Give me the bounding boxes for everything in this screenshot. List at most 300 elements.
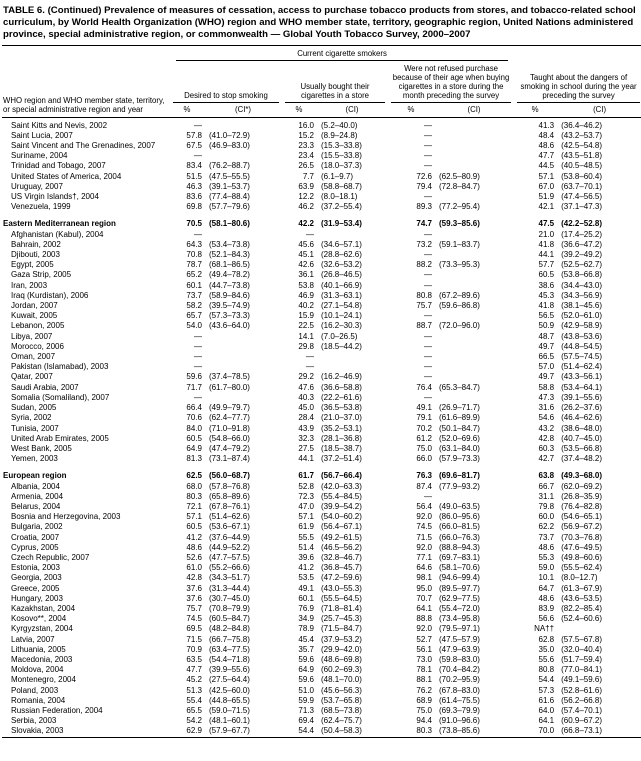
percent-value: 92.0 bbox=[416, 512, 432, 522]
ci-value: (45.6–56.3) bbox=[321, 685, 362, 695]
ci-value: (69.6–81.7) bbox=[439, 471, 480, 481]
ci-value: (53.6–67.1) bbox=[209, 522, 250, 532]
table-row bbox=[2, 332, 641, 342]
percent-value: 55.6 bbox=[538, 654, 555, 664]
ci-value: (38.6–48.0) bbox=[561, 423, 602, 433]
percent-value: 64.0 bbox=[538, 705, 555, 715]
ci-value: (26.8–46.5) bbox=[321, 270, 362, 280]
ci-value: (52.0–61.0) bbox=[561, 311, 602, 321]
percent-value: 35.0 bbox=[538, 644, 555, 654]
group-label: Were not refused purchase because of their age when buying cigarettes in a store during the month preceding the survey bbox=[391, 64, 511, 104]
percent-value: 95.0 bbox=[416, 583, 432, 593]
ci-value: (44.9–52.2) bbox=[209, 542, 250, 552]
ci-value: (46.9–83.0) bbox=[209, 141, 250, 151]
table-row bbox=[2, 492, 641, 502]
ci-value: (39.5–74.9) bbox=[209, 301, 250, 311]
percent-value: 43.2 bbox=[538, 423, 555, 433]
row-label: Libya, 2007 bbox=[11, 331, 53, 341]
ci-value: (44.7–73.8) bbox=[209, 280, 250, 290]
percent-value: 80.8 bbox=[416, 290, 432, 300]
percent-value: — bbox=[424, 151, 432, 161]
percent-value: 55.3 bbox=[538, 552, 555, 562]
ci-value: (54.4–71.8) bbox=[209, 654, 250, 664]
percent-value: 73.2 bbox=[416, 239, 432, 249]
row-label: Trinidad and Tobago, 2007 bbox=[11, 161, 106, 171]
ci-value: (46.5–56.2) bbox=[321, 542, 362, 552]
percent-value: 51.5 bbox=[186, 171, 202, 181]
ci-value: (53.7–65.8) bbox=[321, 695, 362, 705]
row-label: Egypt, 2005 bbox=[11, 260, 54, 270]
percent-value: 16.0 bbox=[298, 120, 314, 130]
ci-value: (57.3–73.3) bbox=[209, 311, 250, 321]
percent-value: 67.0 bbox=[538, 181, 555, 191]
percent-value: 70.7 bbox=[416, 593, 432, 603]
table-row bbox=[2, 301, 641, 311]
row-label: Kuwait, 2005 bbox=[11, 311, 58, 321]
ci-value: (39.9–55.6) bbox=[209, 665, 250, 675]
ci-value: (71.0–91.8) bbox=[209, 423, 250, 433]
ci-value: (38.1–45.6) bbox=[561, 301, 602, 311]
row-label: Macedonia, 2003 bbox=[11, 654, 73, 664]
ci-value: (41.0–72.9) bbox=[209, 130, 250, 140]
ci-value: (5.2–40.0) bbox=[321, 120, 358, 130]
percent-value: 42.2 bbox=[298, 219, 314, 229]
percent-value: 66.0 bbox=[416, 454, 432, 464]
group-label: Desired to stop smoking bbox=[173, 91, 279, 103]
ci-value: (37.2–55.4) bbox=[321, 202, 362, 212]
percent-value: 56.5 bbox=[538, 311, 555, 321]
ci-value: (43.0–55.3) bbox=[321, 583, 362, 593]
ci-value: (40.1–66.9) bbox=[321, 280, 362, 290]
percent-value: 37.6 bbox=[186, 583, 202, 593]
ci-value: (36.8–45.7) bbox=[321, 563, 362, 573]
percent-value: 51.3 bbox=[186, 685, 202, 695]
row-label: Eastern Mediterranean region bbox=[3, 219, 116, 229]
ci-value: (34.6–57.1) bbox=[321, 239, 362, 249]
table-row bbox=[2, 553, 641, 563]
ci-value: (37.2–51.4) bbox=[321, 454, 362, 464]
percent-value: — bbox=[306, 352, 314, 362]
ci-value: (86.0–95.6) bbox=[439, 512, 480, 522]
table-row bbox=[2, 454, 641, 464]
table-row bbox=[2, 413, 641, 423]
percent-value: 55.5 bbox=[298, 532, 314, 542]
percent-value: 63.5 bbox=[186, 654, 202, 664]
percent-value: 23.3 bbox=[298, 141, 314, 151]
percent-value: 35.7 bbox=[298, 644, 314, 654]
ci-value: (67.2–89.6) bbox=[439, 290, 480, 300]
percent-value: 50.9 bbox=[538, 321, 555, 331]
ci-value: (57.5–74.5) bbox=[561, 352, 602, 362]
percent-value: 22.5 bbox=[298, 321, 314, 331]
ci-value: (77.9–93.2) bbox=[439, 481, 480, 491]
ci-value: (16.2–46.9) bbox=[321, 372, 362, 382]
ci-value: (73.3–95.3) bbox=[439, 260, 480, 270]
ci-value: (30.7–45.0) bbox=[209, 593, 250, 603]
ci-value: (58.1–80.6) bbox=[209, 219, 250, 229]
percent-value: 66.5 bbox=[538, 352, 555, 362]
percent-value: 44.1 bbox=[538, 250, 555, 260]
row-label: Kosovo**, 2004 bbox=[11, 614, 67, 624]
ci-value: (61.7–80.0) bbox=[209, 382, 250, 392]
percent-value: 44.5 bbox=[538, 161, 555, 171]
table-row bbox=[2, 161, 641, 171]
row-label: Saudi Arabia, 2007 bbox=[11, 382, 79, 392]
row-label: Croatia, 2007 bbox=[11, 532, 60, 542]
ci-value: (54.8–66.0) bbox=[209, 433, 250, 443]
percent-value: — bbox=[194, 341, 202, 351]
ci-value: (42.0–63.3) bbox=[321, 481, 362, 491]
ci-value: (73.4–95.8) bbox=[439, 614, 480, 624]
row-label: Lebanon, 2005 bbox=[11, 321, 65, 331]
percent-value: 63.9 bbox=[298, 181, 314, 191]
ci-value: (76.2–88.7) bbox=[209, 161, 250, 171]
table-row bbox=[2, 141, 641, 151]
row-label: Kazakhstan, 2004 bbox=[11, 603, 76, 613]
table-row bbox=[2, 533, 641, 543]
ci-value: (42.5–60.0) bbox=[209, 685, 250, 695]
ci-value: (66.0–76.3) bbox=[439, 532, 480, 542]
ci-value: (62.4–75.7) bbox=[321, 716, 362, 726]
ci-value: (49.9–79.7) bbox=[209, 403, 250, 413]
ci-value: (55.5–62.4) bbox=[561, 563, 602, 573]
ci-value bbox=[434, 492, 514, 502]
ci-value: (52.5–62.7) bbox=[561, 260, 602, 270]
ci-value: (39.9–54.2) bbox=[321, 501, 362, 511]
ci-value: (66.0–81.5) bbox=[439, 522, 480, 532]
table-row bbox=[2, 584, 641, 594]
row-label: United States of America, 2004 bbox=[11, 171, 122, 181]
row-label: Uruguay, 2007 bbox=[11, 181, 63, 191]
ci-value: (31.3–63.1) bbox=[321, 290, 362, 300]
ci-value bbox=[316, 230, 388, 240]
percent-value: 51.0 bbox=[298, 685, 314, 695]
ci-value: (37.4–48.2) bbox=[561, 454, 602, 464]
percent-value: 71.7 bbox=[186, 382, 202, 392]
row-label: Qatar, 2007 bbox=[11, 372, 53, 382]
ci-value: (36.5–53.8) bbox=[321, 403, 362, 413]
row-label: Albania, 2004 bbox=[11, 481, 60, 491]
subheader-ci: (CI) bbox=[434, 103, 514, 117]
percent-value: 47.0 bbox=[298, 501, 314, 511]
table-row bbox=[2, 321, 641, 331]
ci-value: (53.8–60.4) bbox=[561, 171, 602, 181]
percent-value: 15.9 bbox=[298, 311, 314, 321]
percent-value: 64.3 bbox=[186, 239, 202, 249]
percent-value: 42.8 bbox=[538, 433, 555, 443]
percent-value: 58.2 bbox=[186, 301, 202, 311]
ci-value: (70.4–84.2) bbox=[439, 665, 480, 675]
percent-value: — bbox=[424, 192, 432, 202]
ci-value: (32.6–53.2) bbox=[321, 260, 362, 270]
row-label: Bahrain, 2002 bbox=[11, 239, 61, 249]
percent-value: 74.7 bbox=[416, 219, 432, 229]
percent-value: 45.1 bbox=[298, 250, 314, 260]
table-row bbox=[2, 563, 641, 573]
row-label: Moldova, 2004 bbox=[11, 665, 64, 675]
ci-value: (63.1–84.0) bbox=[439, 443, 480, 453]
ci-value: (42.9–58.9) bbox=[561, 321, 602, 331]
ci-value: (47.7–57.5) bbox=[209, 552, 250, 562]
row-label: United Arab Emirates, 2005 bbox=[11, 433, 109, 443]
percent-value: 57.0 bbox=[538, 362, 555, 372]
table-row bbox=[2, 706, 641, 716]
percent-value: 62.9 bbox=[186, 726, 202, 736]
ci-value: (57.5–67.8) bbox=[561, 634, 602, 644]
percent-value: — bbox=[424, 491, 432, 501]
ci-value: (37.1–47.3) bbox=[561, 202, 602, 212]
percent-value: — bbox=[424, 392, 432, 402]
percent-value: 89.3 bbox=[416, 202, 432, 212]
percent-value: 70.2 bbox=[416, 423, 432, 433]
percent-value: 48.6 bbox=[538, 542, 555, 552]
percent-value: — bbox=[194, 362, 202, 372]
percent-value: 68.9 bbox=[416, 695, 432, 705]
percent-value: 64.7 bbox=[538, 583, 555, 593]
percent-value: 47.3 bbox=[538, 392, 555, 402]
ci-value: (15.5–33.8) bbox=[321, 151, 362, 161]
ci-value: (47.4–56.5) bbox=[561, 192, 602, 202]
ci-value: (53.8–66.8) bbox=[561, 270, 602, 280]
ci-value: (36.4–46.2) bbox=[561, 120, 602, 130]
ci-value bbox=[434, 250, 514, 260]
ci-value: (27.5–64.4) bbox=[209, 675, 250, 685]
table-row bbox=[2, 726, 641, 737]
ci-value bbox=[434, 192, 514, 202]
percent-value: 62.8 bbox=[538, 634, 555, 644]
row-label: West Bank, 2005 bbox=[11, 443, 72, 453]
ci-value: (57.9–67.7) bbox=[209, 726, 250, 736]
percent-value: 64.1 bbox=[416, 603, 432, 613]
ci-value: (56.9–67.2) bbox=[561, 522, 602, 532]
ci-value: (59.1–83.7) bbox=[439, 239, 480, 249]
percent-value: 28.4 bbox=[298, 413, 314, 423]
row-label: Morocco, 2006 bbox=[11, 341, 64, 351]
row-label: Kyrgyzstan, 2004 bbox=[11, 624, 73, 634]
ci-value: (58.1–70.6) bbox=[439, 563, 480, 573]
percent-value: 60.5 bbox=[538, 270, 555, 280]
ci-value: (58.8–68.7) bbox=[321, 181, 362, 191]
percent-value: 92.0 bbox=[416, 542, 432, 552]
percent-value: 62.2 bbox=[538, 522, 555, 532]
ci-value: (50.4–58.3) bbox=[321, 726, 362, 736]
row-label: Afghanistan (Kabul), 2004 bbox=[11, 229, 104, 239]
table-row bbox=[2, 151, 641, 161]
percent-value: — bbox=[194, 229, 202, 239]
percent-value: 75.7 bbox=[416, 301, 432, 311]
percent-value: 53.8 bbox=[298, 280, 314, 290]
percent-value: 74.5 bbox=[416, 522, 432, 532]
table-row bbox=[2, 594, 641, 604]
ci-value: (6.1–9.7) bbox=[321, 171, 354, 181]
spanner-current-cigarette-smokers bbox=[170, 46, 514, 61]
ci-value: (37.4–78.5) bbox=[209, 372, 250, 382]
percent-value: — bbox=[424, 331, 432, 341]
percent-value: — bbox=[194, 352, 202, 362]
percent-value: — bbox=[194, 151, 202, 161]
row-label: Bulgaria, 2002 bbox=[11, 522, 63, 532]
ci-value: (48.6–69.8) bbox=[321, 654, 362, 664]
ci-value: (49.3–68.0) bbox=[561, 471, 602, 481]
percent-value: 80.8 bbox=[538, 665, 555, 675]
percent-value: 70.5 bbox=[186, 219, 202, 229]
percent-value: 75.0 bbox=[416, 705, 432, 715]
table-row bbox=[2, 192, 641, 202]
row-label: Hungary, 2003 bbox=[11, 593, 63, 603]
row-label: Georgia, 2003 bbox=[11, 573, 62, 583]
percent-value: 64.9 bbox=[186, 443, 202, 453]
group-label: Usually bought their cigarettes in a store bbox=[285, 82, 385, 103]
subheader-ci: (CI) bbox=[316, 103, 388, 117]
percent-value: 27.5 bbox=[298, 443, 314, 453]
ci-value: (8.0–18.1) bbox=[321, 192, 358, 202]
percent-value: 79.1 bbox=[416, 413, 432, 423]
percent-value: 64.1 bbox=[538, 716, 555, 726]
ci-value: (53.5–66.8) bbox=[561, 443, 602, 453]
ci-value: (59.6–86.8) bbox=[439, 301, 480, 311]
table-header bbox=[2, 46, 641, 117]
ci-value: (43.6–53.5) bbox=[561, 593, 602, 603]
table-row bbox=[2, 645, 641, 655]
percent-value: 73.7 bbox=[186, 290, 202, 300]
percent-value: 48.4 bbox=[538, 130, 555, 140]
ci-value bbox=[434, 131, 514, 141]
percent-value: — bbox=[194, 331, 202, 341]
ci-value: (52.8–61.6) bbox=[561, 685, 602, 695]
percent-value: 80.3 bbox=[186, 491, 202, 501]
percent-value: 61.2 bbox=[416, 433, 432, 443]
ci-value: (60.5–84.7) bbox=[209, 614, 250, 624]
ci-value: (37.9–53.2) bbox=[321, 634, 362, 644]
percent-value: 57.7 bbox=[538, 260, 555, 270]
percent-value: 80.3 bbox=[416, 726, 432, 736]
ci-value: (52.4–60.6) bbox=[561, 614, 602, 624]
ci-value: (47.5–55.5) bbox=[209, 171, 250, 181]
percent-value: 71.3 bbox=[298, 705, 314, 715]
table-row bbox=[2, 270, 641, 280]
row-label: Cyprus, 2005 bbox=[11, 542, 59, 552]
ci-value: (43.8–53.6) bbox=[561, 331, 602, 341]
percent-value: 48.6 bbox=[186, 542, 202, 552]
percent-value: 42.7 bbox=[538, 454, 555, 464]
percent-value: 78.7 bbox=[186, 260, 202, 270]
ci-value: (60.2–69.3) bbox=[321, 665, 362, 675]
ci-value: (51.4–62.4) bbox=[561, 362, 602, 372]
percent-value: 31.1 bbox=[538, 491, 555, 501]
table-row bbox=[2, 372, 641, 382]
row-label: Djibouti, 2003 bbox=[11, 250, 60, 260]
percent-value: 54.2 bbox=[186, 716, 202, 726]
percent-value: 76.4 bbox=[416, 382, 432, 392]
ci-value: (55.4–72.0) bbox=[439, 603, 480, 613]
percent-value: 52.7 bbox=[416, 634, 432, 644]
percent-value: 68.0 bbox=[186, 481, 202, 491]
ci-value: (89.5–97.7) bbox=[439, 583, 480, 593]
row-label: Somalia (Somaliland), 2007 bbox=[11, 392, 110, 402]
ci-value bbox=[434, 270, 514, 280]
percent-value: 46.3 bbox=[186, 181, 202, 191]
ci-value bbox=[204, 230, 282, 240]
ci-value: (67.8–83.0) bbox=[439, 685, 480, 695]
percent-value: 54.6 bbox=[538, 413, 555, 423]
table-row bbox=[2, 604, 641, 614]
percent-value: 88.7 bbox=[416, 321, 432, 331]
table-row bbox=[2, 172, 641, 182]
row-label: Saint Kitts and Nevis, 2002 bbox=[11, 120, 108, 130]
ci-value: (70.3–76.8) bbox=[561, 532, 602, 542]
ci-value bbox=[204, 332, 282, 342]
ci-value: (42.5–54.8) bbox=[561, 141, 602, 151]
percent-value: 84.0 bbox=[186, 423, 202, 433]
percent-value: — bbox=[194, 120, 202, 130]
group-header-desired-to-stop bbox=[170, 61, 282, 104]
ci-value: (27.1–54.8) bbox=[321, 301, 362, 311]
row-label: Serbia, 2003 bbox=[11, 716, 57, 726]
ci-value: (65.8–89.6) bbox=[209, 491, 250, 501]
percent-value: 42.6 bbox=[298, 260, 314, 270]
ci-value: (47.9–63.9) bbox=[439, 644, 480, 654]
ci-value bbox=[316, 352, 388, 362]
ci-value: (76.4–82.8) bbox=[561, 501, 602, 511]
ci-value: (77.0–84.1) bbox=[561, 665, 602, 675]
percent-value: 83.9 bbox=[538, 603, 555, 613]
subheader-percent: % bbox=[170, 103, 204, 117]
ci-value: (42.2–52.8) bbox=[561, 219, 602, 229]
ci-value: (43.5–51.8) bbox=[561, 151, 602, 161]
percent-value: 70.6 bbox=[186, 413, 202, 423]
percent-value: 38.6 bbox=[538, 280, 555, 290]
spanner-row bbox=[2, 46, 641, 61]
ci-value: (32.0–40.4) bbox=[561, 644, 602, 654]
ci-value bbox=[434, 342, 514, 352]
percent-value: 60.1 bbox=[186, 280, 202, 290]
percent-value: — bbox=[424, 311, 432, 321]
percent-value: 42.8 bbox=[186, 573, 202, 583]
table-row bbox=[2, 573, 641, 583]
ci-value: (32.8–46.7) bbox=[321, 552, 362, 562]
row-label: Syria, 2002 bbox=[11, 413, 52, 423]
row-label: Iran, 2003 bbox=[11, 280, 48, 290]
percent-value: 56.1 bbox=[416, 644, 432, 654]
ci-value: (61.3–67.9) bbox=[561, 583, 602, 593]
percent-value: 94.4 bbox=[416, 716, 432, 726]
percent-value: 60.5 bbox=[186, 433, 202, 443]
ci-value bbox=[204, 342, 282, 352]
ci-value bbox=[434, 393, 514, 403]
ci-value: (22.2–61.6) bbox=[321, 392, 362, 402]
ci-value: (65.3–84.7) bbox=[439, 382, 480, 392]
ci-value: (39.2–49.2) bbox=[561, 250, 602, 260]
percent-value: 41.2 bbox=[298, 563, 314, 573]
row-label: Jordan, 2007 bbox=[11, 301, 58, 311]
percent-value: 57.1 bbox=[538, 171, 555, 181]
ci-value: (72.0–96.0) bbox=[439, 321, 480, 331]
percent-value: 87.4 bbox=[416, 481, 432, 491]
ci-value: (51.7–59.4) bbox=[561, 654, 602, 664]
table-row bbox=[2, 614, 641, 624]
ci-value: (8.0–12.7) bbox=[561, 573, 598, 583]
table-row bbox=[2, 665, 641, 675]
percent-value: 72.1 bbox=[186, 501, 202, 511]
percent-value: 61.0 bbox=[186, 563, 202, 573]
table-row bbox=[2, 131, 641, 141]
ci-value: (49.2–61.5) bbox=[321, 532, 362, 542]
percent-value: 41.2 bbox=[186, 532, 202, 542]
percent-value: 70.8 bbox=[186, 250, 202, 260]
table-row bbox=[2, 444, 641, 454]
table-row bbox=[2, 230, 641, 240]
ci-value: (48.1–60.1) bbox=[209, 716, 250, 726]
